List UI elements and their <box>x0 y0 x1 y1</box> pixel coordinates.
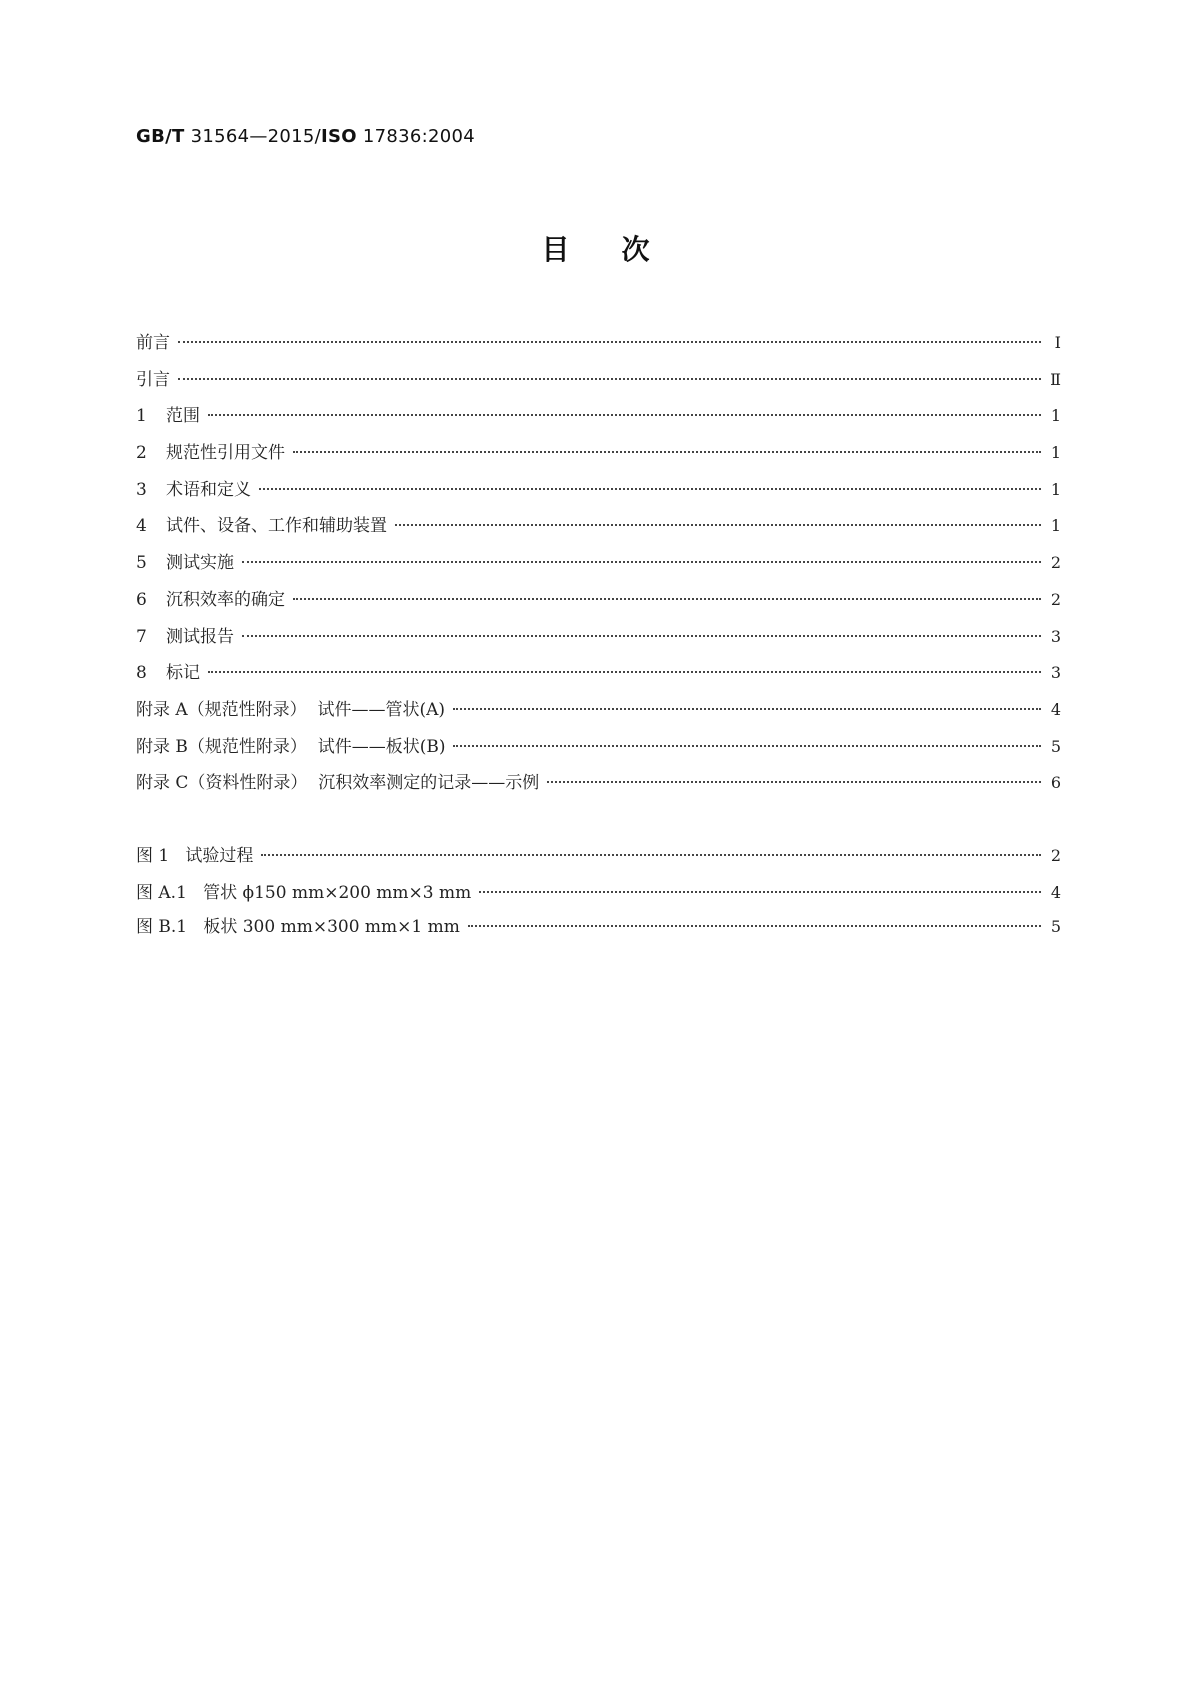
toc-entry-title: 沉积效率的确定 <box>166 589 285 610</box>
toc-entry[interactable] <box>136 328 1061 365</box>
toc-entry-number: 8 <box>136 663 147 684</box>
toc-entry[interactable] <box>136 585 1061 622</box>
standard-code-prefix: GB/T <box>136 126 185 147</box>
toc-entry-page: 1 <box>1050 516 1061 536</box>
toc-leader-dots <box>208 414 1041 416</box>
toc-leader-dots <box>178 378 1041 380</box>
toc-entry-title: 前言 <box>136 333 170 353</box>
toc-figure-title: 图 B.1 板状 300 mm×300 mm×1 mm <box>136 916 460 937</box>
toc-appendix-entry[interactable] <box>136 768 1061 805</box>
toc-leader-dots <box>293 451 1041 453</box>
toc-entry-title: 测试实施 <box>166 553 234 574</box>
table-of-contents <box>136 328 1061 946</box>
toc-entry-page: 2 <box>1050 589 1061 609</box>
toc-entry-number: 4 <box>136 516 147 537</box>
toc-entry-number: 7 <box>136 626 147 647</box>
toc-entry-page: 2 <box>1050 553 1061 573</box>
toc-appendix-entry[interactable] <box>136 732 1061 769</box>
toc-leader-dots <box>208 671 1041 673</box>
page-title: 目次 <box>541 233 702 266</box>
toc-entry-page: Ⅰ <box>1054 333 1061 352</box>
toc-entry[interactable] <box>136 622 1061 659</box>
toc-entry-number: 1 <box>136 406 147 427</box>
toc-leader-dots <box>259 488 1041 490</box>
toc-entry-title: 范围 <box>166 406 200 427</box>
iso-code-prefix: ISO <box>321 126 357 147</box>
toc-entry-page: 4 <box>1050 699 1061 719</box>
toc-figure-entry[interactable] <box>136 912 1061 946</box>
toc-figure-entry[interactable] <box>136 841 1061 878</box>
toc-entry[interactable] <box>136 365 1061 402</box>
toc-entry-page: 1 <box>1050 406 1061 426</box>
toc-entry[interactable] <box>136 511 1061 548</box>
toc-entry[interactable] <box>136 401 1061 438</box>
toc-figure-entry[interactable] <box>136 878 1061 912</box>
toc-figure-title: 图 A.1 管状 ϕ150 mm×200 mm×3 mm <box>136 882 472 903</box>
toc-appendix-entry[interactable] <box>136 695 1061 732</box>
toc-entry-number: 2 <box>136 443 147 464</box>
standard-code <box>136 126 475 147</box>
toc-entry-title: 附录 A（规范性附录） 试件——管状(A) <box>136 699 446 720</box>
toc-figure-page: 4 <box>1050 882 1061 902</box>
toc-entry-title: 测试报告 <box>166 626 234 647</box>
toc-figure-page: 5 <box>1050 916 1061 936</box>
toc-leader-dots <box>468 925 1041 927</box>
toc-entry-page: Ⅱ <box>1050 369 1061 389</box>
toc-entry-page: 1 <box>1050 479 1061 499</box>
toc-figure-page: 2 <box>1050 845 1061 865</box>
toc-entry-number: 3 <box>136 479 147 500</box>
toc-leader-dots <box>547 781 1041 783</box>
toc-leader-dots <box>261 854 1041 856</box>
toc-entry-title: 术语和定义 <box>166 479 251 500</box>
toc-entry-title: 规范性引用文件 <box>166 443 285 464</box>
toc-leader-dots <box>178 341 1041 343</box>
toc-leader-dots <box>242 561 1041 563</box>
iso-code-number: 17836:2004 <box>356 126 476 147</box>
toc-entry-title: 引言 <box>136 369 170 390</box>
toc-entry-title: 试件、设备、工作和辅助装置 <box>166 516 387 537</box>
toc-entry[interactable] <box>136 658 1061 695</box>
toc-entry-page: 6 <box>1050 773 1061 793</box>
toc-entry-page: 3 <box>1050 663 1061 683</box>
toc-entry-number: 5 <box>136 553 147 574</box>
standard-code-number: 31564—2015/ <box>184 126 322 147</box>
toc-entry-page: 3 <box>1050 626 1061 646</box>
toc-entry-title: 附录 B（规范性附录） 试件——板状(B) <box>136 736 446 757</box>
toc-entry-title: 标记 <box>166 663 200 684</box>
toc-entry[interactable] <box>136 438 1061 475</box>
toc-entry-page: 1 <box>1050 443 1061 463</box>
toc-leader-dots <box>453 708 1041 710</box>
toc-entry-number: 6 <box>136 589 147 610</box>
toc-leader-dots <box>242 635 1041 637</box>
toc-entry-page: 5 <box>1050 736 1061 756</box>
toc-leader-dots <box>293 598 1041 600</box>
toc-leader-dots <box>453 745 1041 747</box>
toc-entry-title: 附录 C（资料性附录） 沉积效率测定的记录——示例 <box>136 773 540 794</box>
toc-leader-dots <box>479 891 1041 893</box>
toc-leader-dots <box>395 524 1041 526</box>
toc-figure-title: 图 1 试验过程 <box>136 845 254 866</box>
toc-entry[interactable] <box>136 548 1061 585</box>
toc-entry[interactable] <box>136 475 1061 512</box>
